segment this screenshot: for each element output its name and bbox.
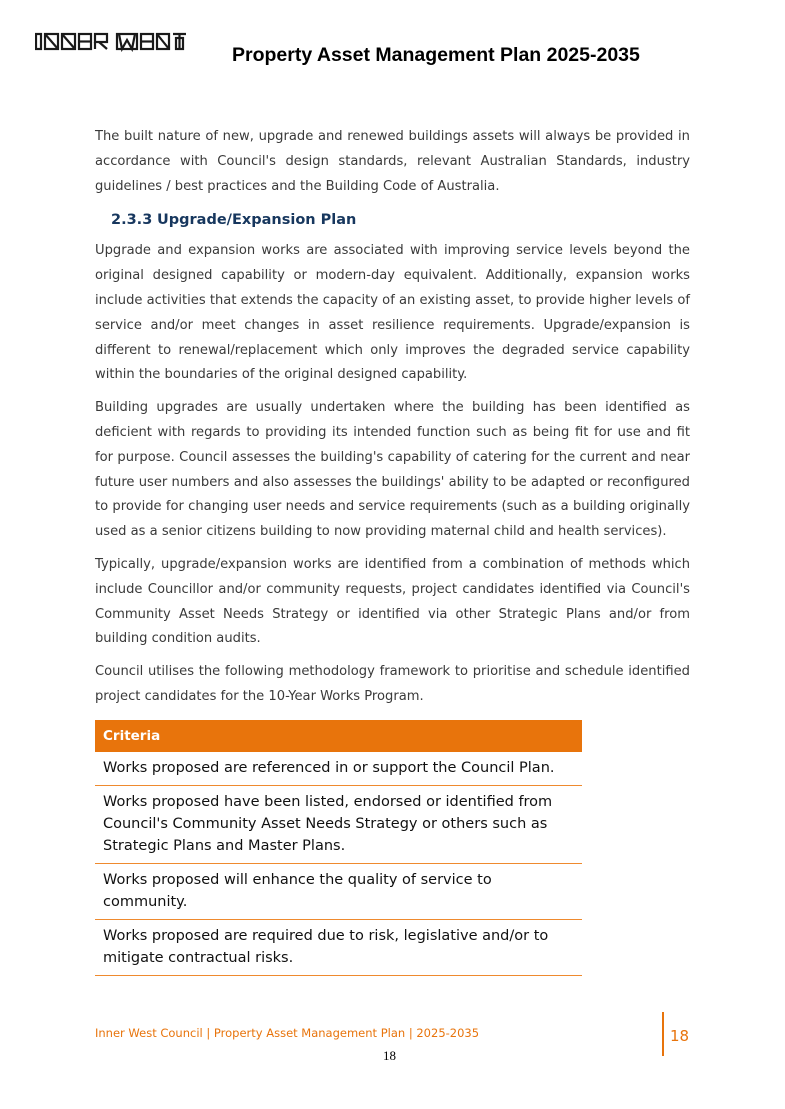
table-row	[95, 785, 582, 863]
section-number: 2.3.3	[111, 212, 153, 229]
bottom-page-number: 18	[383, 1048, 396, 1063]
table-row	[95, 752, 582, 786]
criteria-table	[95, 720, 582, 976]
footer-text: Inner West Council | Property Asset Management Plan | 2025-2035	[95, 1026, 480, 1040]
table-row	[95, 919, 582, 975]
table-header-row	[95, 720, 582, 752]
body-paragraph: Building upgrades are usually undertaken where the building has been identified as deficient with regards to providing its intended function such as being fit for use and fit for purpose. Council assesses the building's capability of catering for the current and near future user numbers and also assesses the buildings' ability to be adapted or reconfigured to provide for changing user needs and service requirements (such as a building originally used as a senior citizens building to now providing maternal child and health services).	[95, 400, 690, 540]
table-cell: Works proposed will enhance the quality of service to community.	[95, 863, 582, 919]
document-title: Property Asset Management Plan 2025-2035	[232, 44, 640, 66]
table-cell: Works proposed are required due to risk, legislative and/or to mitigate contractual risks.	[95, 919, 582, 975]
intro-paragraph: The built nature of new, upgrade and renewed buildings assets will always be provided in accordance with Council's design standards, relevant Australian Standards, industry guidelines / best practices and the Building Code of Australia.	[95, 129, 690, 194]
inner-west-logo-icon	[35, 32, 187, 52]
footer-page-number: 18	[670, 1027, 690, 1045]
body-paragraph: Upgrade and expansion works are associated with improving service levels beyond the original designed capability or modern-day equivalent. Additionally, expansion works include activities that extends the capacity of an existing asset, to provide higher levels of service and/or meet changes in asset resilience requirements. Upgrade/expansion is different to renewal/replacement which only improves the degraded service capability within the boundaries of the original designed capability.	[95, 243, 690, 383]
body-paragraph: Typically, upgrade/expansion works are identified from a combination of methods which include Councillor and/or community requests, project candidates identified via Council's Community Asset Needs Strategy or identified via other Strategic Plans and/or from building condition audits.	[95, 556, 690, 647]
section-heading	[111, 207, 690, 233]
page-content	[95, 125, 690, 976]
inner-west-logo	[35, 32, 187, 56]
body-paragraph: Council utilises the following methodology framework to prioritise and schedule identified project candidates for the 10-Year Works Program.	[95, 664, 690, 704]
table-cell: Works proposed have been listed, endorsed or identified from Council's Community Asset Needs Strategy or others such as Strategic Plans and Master Plans.	[95, 785, 582, 863]
section-title: Upgrade/Expansion Plan	[157, 212, 357, 229]
table-header-criteria: Criteria	[95, 720, 582, 752]
table-row	[95, 863, 582, 919]
footer-divider	[662, 1012, 664, 1056]
table-cell: Works proposed are referenced in or support the Council Plan.	[95, 752, 582, 786]
